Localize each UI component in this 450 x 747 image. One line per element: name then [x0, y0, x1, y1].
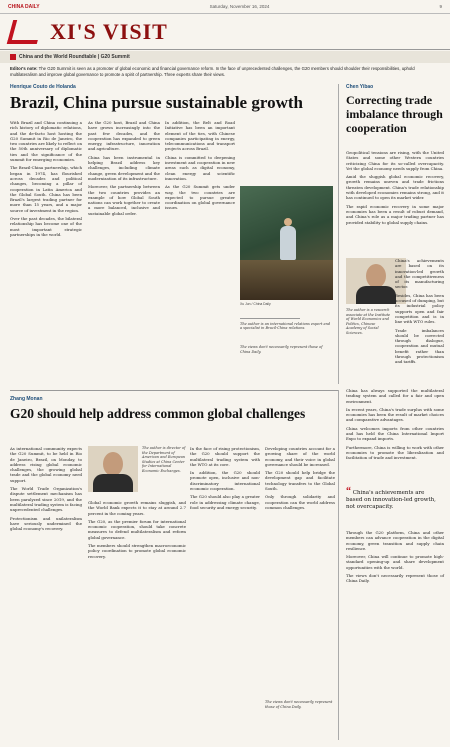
quote-mark-icon: “ [346, 486, 351, 497]
mug-head [366, 264, 386, 288]
section-flag-icon [10, 54, 16, 60]
article3-headline: G20 should help address common global challenges [10, 406, 306, 421]
top-bar [0, 0, 450, 14]
paragraph: Through the G20 platform, China and other members can advance cooperation in the digital economy, green transition and supply chain resilience. [346, 530, 444, 551]
article3-author-note: The author is director of the Department of American and European Studies at China Center for International Economic Exchanges. [142, 446, 186, 473]
pull-quote-text: China's achievements are based on innovation-led growth, not overcapacity. [346, 490, 436, 510]
paragraph: As the G20 host, Brazil and China have grown increasingly into the past few decades, and the cooperation has expanded to green energy, infrastructure, innovation and agriculture. [88, 120, 160, 152]
author-note-text: The author is an international relations expert and a specialist in Brazil-China relations. [240, 321, 331, 331]
article1-col2 [88, 120, 160, 219]
paragraph: The World Trade Organization's dispute settlement mechanism has been paralyzed since 2019, and the multilateral trading system is facing unprecedented challenges. [10, 486, 82, 513]
paragraph: In recent years, China's trade surplus with some economies has been the result of market choices and comparative advantages. [346, 406, 444, 423]
article1-caption: Xu Jun / China Daily [240, 302, 271, 306]
paragraph: With Brazil and China continuing a rich history of diplomatic relations, and the de-facto host hosting the G20 Summit in Rio de Janeiro, the two countries are likely to reflect on the 50th anniversary of diplomatic ties and the significance of the summit for emerging economies. [10, 120, 82, 163]
paragraph: China has always supported the multilateral trading system and called for a fair and open environment. [346, 388, 444, 404]
paragraph: As the G20 Summit gets under way, the two countries are expected to pursue greater coordination on global governance issues. [165, 184, 235, 211]
paragraph: Amid the sluggish global economic recovery, growth remains uneven and trade frictions threaten development. China's trade relationship with developed economies remains strong, and it has continued to open its market wider. [346, 174, 444, 201]
paragraph: Global economic growth remains sluggish, and the World Bank expects it to stay at around 2.7 percent in the coming years. [88, 500, 186, 516]
mug-head [103, 452, 123, 476]
paragraph: The members should strengthen macroeconomic policy coordination to promote global economic recovery. [88, 543, 186, 559]
article2-col2 [395, 258, 444, 368]
masthead [0, 14, 450, 50]
paragraph: China is committed to deepening investment and cooperation in new areas such as digital economy, clean energy and scientific innovation. [165, 154, 235, 181]
masthead-title: XI'S VISIT [50, 18, 168, 44]
article2-col1 [346, 150, 444, 228]
article1-col3 [165, 120, 235, 214]
editor-note [10, 66, 440, 77]
brand-logo: CHINA DAILY [8, 3, 40, 10]
article2-col4 [346, 530, 444, 587]
paragraph: Over the past decades, the bilateral relationship has become one of the most important strategic partnerships in the world. [10, 216, 82, 237]
article1-byline: Henrique Couto de Holanda [10, 84, 76, 90]
paragraph: The G20 should help bridge the development gap and facilitate technology transfers to the Global South. [265, 470, 335, 492]
photo-figure [280, 226, 296, 260]
article2-author-note: The author is a research associate at the Institute of World Economics and Politics, Chinese Academy of Social Sciences. [346, 308, 391, 335]
section-label: China and the World Roundtable | G20 Summit [19, 54, 130, 60]
author-rule [240, 318, 300, 319]
paragraph: In the face of rising protectionism, the G20 should support the multilateral trading system with the WTO at its core. [190, 446, 260, 467]
article2-byline: Chen Yibao [346, 84, 374, 90]
article2-col3 [346, 388, 444, 464]
paragraph: Trade imbalances should be corrected through dialogue, cooperation and mutual benefit rather than through protectionism and tariffs. [395, 327, 444, 365]
article3-views-note: The views don't necessarily represent those of China Daily. [265, 700, 333, 709]
paragraph: Moreover, the partnership between the two countries provides an example of how Global South nations can work together to create a more balanced, inclusive and sustainable global order. [88, 184, 160, 216]
column-divider [338, 84, 339, 384]
paragraph: China's achievements are based on its innovation-led growth and the competitiveness of its manufacturing sector. [395, 258, 444, 290]
paragraph: Developing countries account for a growing share of the world economy, and their voice in global governance should be increased. [265, 446, 335, 467]
article3-col1 [10, 446, 82, 534]
xi-visit-logo-icon [7, 20, 43, 44]
paragraph: In addition, the Belt and Road Initiative has been an important element of the ties, with Chinese companies participating in energy, telecommunications and transport projects across Brazil. [165, 120, 235, 152]
paragraph: In addition, the G20 should promote open, inclusive and non-discriminatory international economic cooperation. [190, 470, 260, 492]
editor-note-text: The G20 Summit is seen as a promoter of global economic and financial governance reform. In the face of unprecedented challenges, the G20 members should shoulder their responsibilities, uphold multilateralism and improve global governance to promote a spirit of partnership. Three experts share their views. [10, 66, 415, 77]
article3-col4 [265, 446, 335, 513]
paragraph: As international community expects the G20 Summit, to be held in Rio de Janeiro, Brazil, on Monday, to address rising global economic challenges, the growing global trade and the global economy need support. [10, 446, 82, 483]
paragraph: Moreover, China will continue to promote high-standard opening-up and share development opportunities with the world. [346, 554, 444, 570]
paragraph: China has been instrumental in helping Brazil address key challenges, including climate change, green development and the modernization of its infrastructure. [88, 154, 160, 181]
article3-byline: Zhang Monan [10, 396, 43, 402]
article1-photo [240, 186, 333, 300]
article2-headline: Correcting trade imbalance through cooperation [346, 93, 443, 135]
paragraph: The Brazil-China partnership, which began in 1974, has flourished across decades and political changes, becoming a pillar of cooperation in Latin America and the Global South. China has been Brazil's largest trading partner for more than 15 years, and a major source of investment in the region. [10, 165, 82, 213]
article1-views-note: The views don't necessarily represent those of China Daily. [240, 345, 323, 354]
paragraph: Furthermore, China is willing to work with other economies to promote the liberalization and facilitation of trade and investment. [346, 444, 444, 461]
article1-author-note [240, 318, 333, 331]
paragraph: Geopolitical tensions are rising, with the United States and some other Western countries criticizing China for its so-called overcapacity. Yet the global economy needs supply from China. [346, 150, 444, 171]
issue-date: Saturday, November 16, 2024 [209, 4, 270, 9]
paragraph: Only through solidarity and cooperation can the world address common challenges. [265, 494, 335, 510]
paragraph: Besides, China has been accused of dumping, but its industrial policy supports open and fair competition and is in line with WTO rules. [395, 292, 444, 325]
article3-col2 [88, 500, 186, 562]
photo-ground [240, 260, 333, 300]
section-divider [10, 390, 338, 391]
article3-author-photo [88, 446, 138, 492]
column-divider [338, 390, 339, 740]
paragraph: The G20, as the premier forum for international economic cooperation, should take concrete measures to defend multilateralism and reform global governance. [88, 518, 186, 540]
pull-quote [346, 488, 441, 511]
article1-col1 [10, 120, 82, 240]
page-number: 9 [439, 4, 442, 9]
paragraph: The G20 should also play a greater role in addressing climate change, food security and energy security. [190, 494, 260, 510]
paragraph: China welcomes imports from other countries and has held the China International Import Expo to expand imports. [346, 425, 444, 442]
article1-headline: Brazil, China pursue sustainable growth [10, 93, 303, 112]
paragraph: The rapid economic recovery in some major economies has been a result of robust demand, and China's role as a major trading partner has provided stability to global supply chains. [346, 203, 444, 225]
article3-col3 [190, 446, 260, 513]
section-strip [0, 51, 450, 63]
mug-body [93, 474, 133, 492]
paragraph: Protectionism and unilateralism have seriously undermined the global economy's recovery. [10, 515, 82, 532]
mug-body [356, 286, 396, 304]
paragraph: The views don't necessarily represent those of China Daily. [346, 573, 444, 584]
editor-note-lead: Editor's note: [10, 66, 38, 71]
